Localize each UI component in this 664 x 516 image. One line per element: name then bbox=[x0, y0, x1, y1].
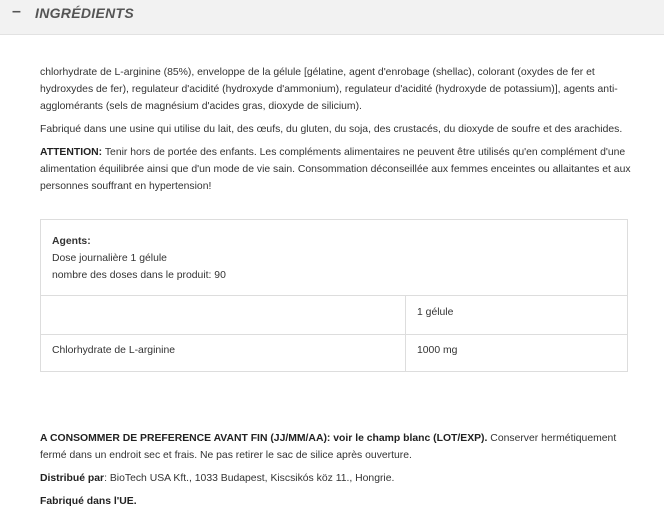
origin-text: Fabriqué dans l'UE. bbox=[40, 496, 137, 507]
storage-label: A CONSOMMER DE PREFERENCE AVANT FIN (JJ/MM/AA): voir le champ blanc (LOT/EXP). bbox=[40, 433, 488, 444]
origin-paragraph bbox=[40, 493, 640, 510]
agents-label: Agents: bbox=[52, 236, 91, 247]
attention-label: ATTENTION: bbox=[40, 147, 103, 158]
ingredient-name: Chlorhydrate de L-arginine bbox=[52, 345, 176, 356]
table-info-row bbox=[41, 220, 627, 296]
doses-count-line: nombre des doses dans le produit: 90 bbox=[52, 270, 226, 281]
ingredient-value: 1000 mg bbox=[417, 345, 458, 356]
attention-text: Tenir hors de portée des enfants. Les compléments alimentaires ne peuvent être utilisés qu'en complément d'une alimentation équilibrée ainsi que d'un mode de vie sain. Consommation déconseillée aux femmes enceintes ou allaitantes et aux personnes souffrant en hypertension! bbox=[40, 147, 631, 192]
ingredients-section-header[interactable] bbox=[0, 0, 664, 35]
agents-info bbox=[52, 233, 226, 284]
storage-paragraph bbox=[40, 430, 640, 464]
storage-text: Conserver hermétiquement fermé dans un endroit sec et frais. Ne pas retirer le sac de silice après ouverture. bbox=[40, 433, 617, 461]
section-title: INGRÉDIENTS bbox=[35, 5, 134, 21]
attention-paragraph bbox=[40, 144, 640, 195]
distributor-label: Distribué par bbox=[40, 473, 105, 484]
dose-line: Dose journalière 1 gélule bbox=[52, 253, 167, 264]
table-row bbox=[41, 334, 627, 371]
collapse-icon[interactable]: – bbox=[12, 3, 21, 20]
table-divider bbox=[405, 295, 406, 371]
column-header: 1 gélule bbox=[417, 307, 454, 318]
distributor-text: : BioTech USA Kft., 1033 Budapest, Kiscsikós köz 11., Hongrie. bbox=[104, 473, 395, 484]
table-header-row bbox=[41, 295, 627, 335]
ingredients-text: chlorhydrate de L-arginine (85%), enveloppe de la gélule [gélatine, agent d'enrobage (shellac), colorant (oxydes de fer et hydroxydes de fer), regulateur d'acidité (hydroxyde d'ammonium), regulateur d'acidité (hydroxyde de potassium)], agents anti-agglomérants (sels de magnésium d'acides gras, dioxyde de silicium). bbox=[40, 67, 618, 112]
distributor-paragraph bbox=[40, 470, 640, 487]
allergen-text: Fabriqué dans une usine qui utilise du lait, des œufs, du gluten, du soja, des crustacés, du dioxyde de soufre et des arachides. bbox=[40, 124, 623, 135]
ingredients-content bbox=[40, 64, 640, 201]
product-footer-info bbox=[40, 430, 640, 516]
nutrition-table bbox=[40, 219, 628, 372]
